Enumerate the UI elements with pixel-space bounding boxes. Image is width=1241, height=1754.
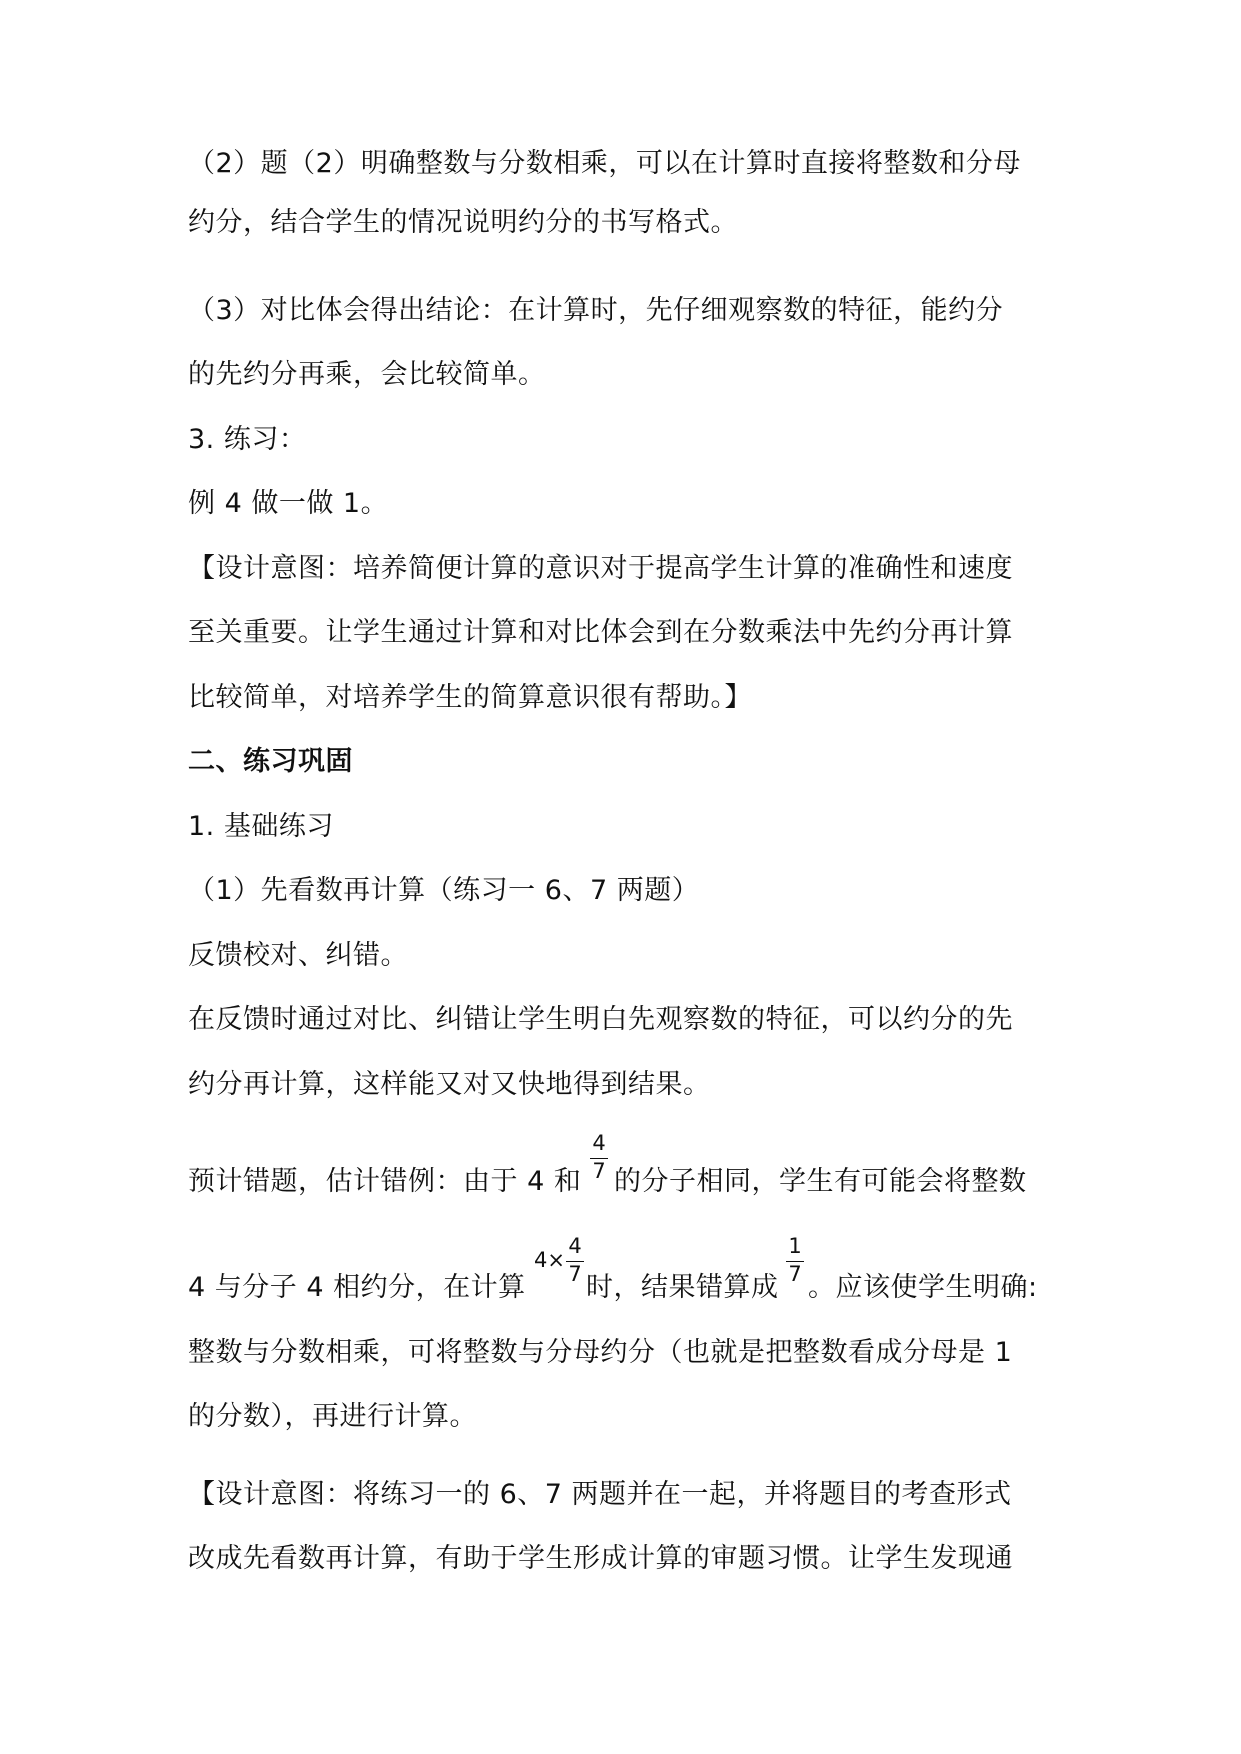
design-intent-line-4: 【设计意图：将练习一的 6、7 两题并在一起，并将题目的考查形式 [188, 1479, 1012, 1510]
paragraph-line-16a: 4 与分子 4 相约分，在计算 [188, 1272, 526, 1303]
paragraph-line-16b: 时，结果错算成 [586, 1272, 779, 1303]
paragraph-line-5: 3. 练习： [188, 424, 307, 455]
paragraph-line-6: 例 4 做一做 1。 [188, 488, 389, 519]
paragraph-line-18: 的分数），再进行计算。 [188, 1401, 477, 1432]
expression-whole [534, 1248, 565, 1272]
fraction-1-7 [786, 1236, 804, 1288]
design-intent-line-2: 至关重要。让学生通过计算和对比体会到在分数乘法中先约分再计算 [188, 617, 1013, 648]
fraction-denominator: 7 [592, 1159, 606, 1183]
paragraph-line-1: （2）题（2）明确整数与分数相乘，可以在计算时直接将整数和分母 [188, 148, 1021, 179]
expression-whole-number: 4 [534, 1248, 548, 1272]
fraction-denominator: 7 [568, 1262, 582, 1286]
paragraph-line-15a: 预计错题，估计错例：由于 4 和 [188, 1166, 582, 1197]
paragraph-line-12: 反馈校对、纠错。 [188, 940, 408, 971]
multiply-sign: × [547, 1248, 565, 1272]
design-intent-line-5: 改成先看数再计算，有助于学生形成计算的审题习惯。让学生发现通 [188, 1543, 1013, 1574]
paragraph-line-17: 整数与分数相乘，可将整数与分母约分（也就是把整数看成分母是 1 [188, 1337, 1013, 1368]
expression-fraction [566, 1236, 584, 1288]
fraction-denominator: 7 [788, 1262, 802, 1286]
design-intent-line-3: 比较简单，对培养学生的简算意识很有帮助。】 [188, 682, 752, 713]
paragraph-line-16c: 。应该使学生明确: [808, 1272, 1038, 1303]
paragraph-line-14: 约分再计算，这样能又对又快地得到结果。 [188, 1069, 711, 1100]
design-intent-line-1: 【设计意图：培养简便计算的意识对于提高学生计算的准确性和速度 [188, 553, 1013, 584]
paragraph-line-15b: 的分子相同，学生有可能会将整数 [614, 1166, 1027, 1197]
fraction-4-7 [590, 1133, 608, 1185]
section-heading: 二、练习巩固 [188, 746, 353, 777]
fraction-numerator: 4 [592, 1131, 606, 1155]
paragraph-line-10: 1. 基础练习 [188, 811, 334, 842]
paragraph-line-4: 的先约分再乘，会比较简单。 [188, 359, 546, 390]
paragraph-line-13: 在反馈时通过对比、纠错让学生明白先观察数的特征，可以约分的先 [188, 1004, 1013, 1035]
fraction-numerator: 4 [568, 1234, 582, 1258]
paragraph-line-11: （1）先看数再计算（练习一 6、7 两题） [188, 875, 700, 906]
paragraph-line-2: 约分，结合学生的情况说明约分的书写格式。 [188, 207, 738, 238]
paragraph-line-3: （3）对比体会得出结论：在计算时，先仔细观察数的特征，能约分 [188, 295, 1004, 326]
fraction-numerator: 1 [788, 1234, 802, 1258]
